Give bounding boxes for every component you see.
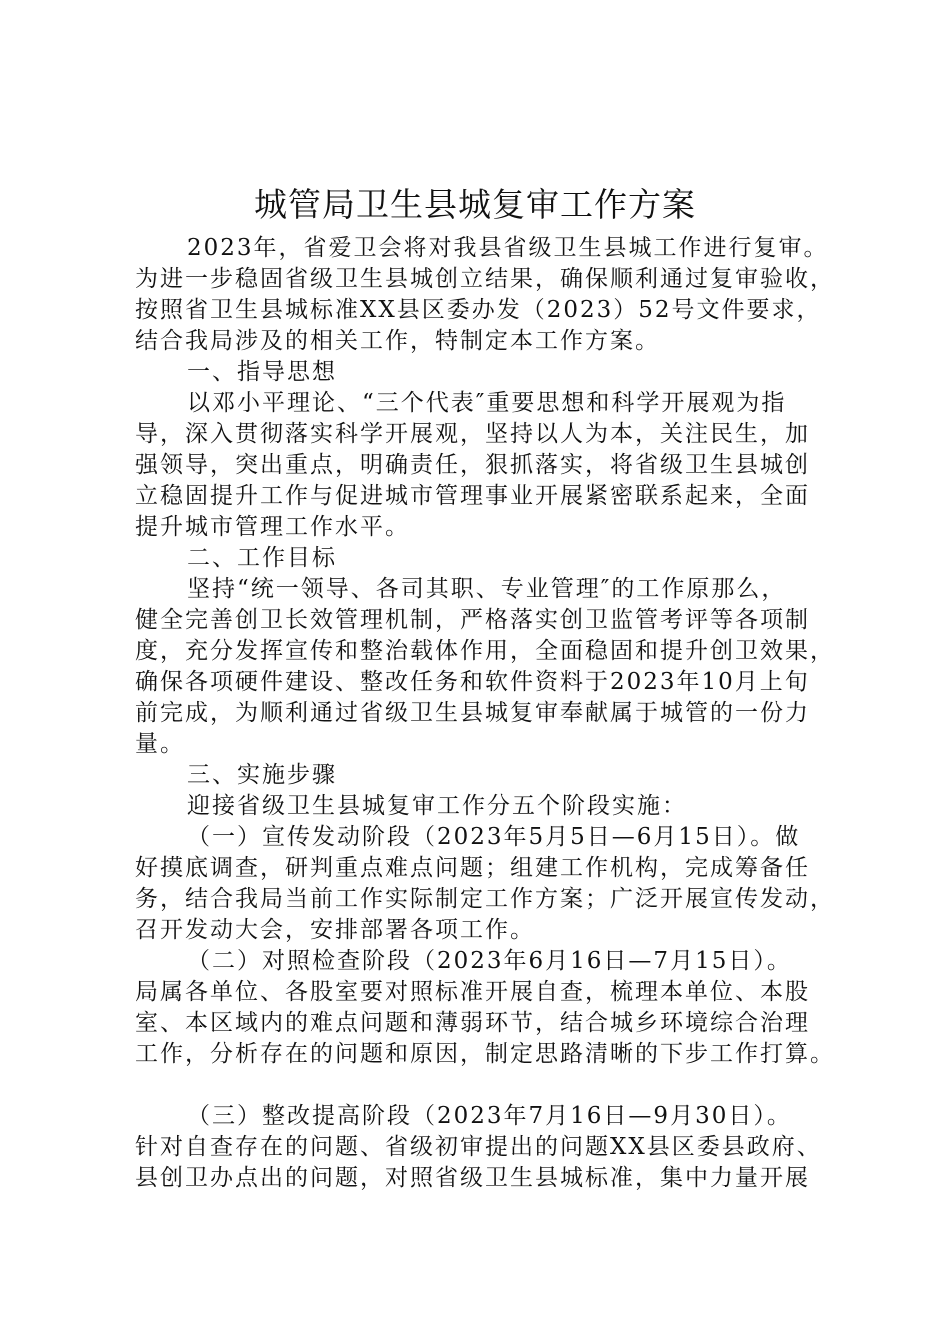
paragraph-intro-line: 按照省卫生县城标准XX县区委办发（2023）52号文件要求， [135, 297, 822, 323]
paragraph-stage-two-line: （二）对照检查阶段（2023年6月16日—7月15日）。 [187, 948, 792, 974]
paragraph-guiding-line: 导，深入贯彻落实科学开展观，坚持以人为本，关注民生，加 [135, 421, 810, 447]
paragraph-stage-three-line: （三）整改提高阶段（2023年7月16日—9月30日）。 [187, 1103, 792, 1129]
paragraph-stage-two-line: 室、本区域内的难点问题和薄弱环节，结合城乡环境综合治理 [135, 1010, 810, 1036]
paragraph-stage-three-line: 县创卫办点出的问题，对照省级卫生县城标准，集中力量开展 [135, 1165, 810, 1191]
section-heading-work-goals: 二、工作目标 [187, 545, 337, 571]
paragraph-guiding-line: 提升城市管理工作水平。 [135, 514, 410, 540]
paragraph-guiding-line: 强领导，突出重点，明确责任，狠抓落实，将省级卫生县城创 [135, 452, 810, 478]
paragraph-intro-line: 结合我局涉及的相关工作，特制定本工作方案。 [135, 328, 660, 354]
paragraph-stage-one-line: 好摸底调查，研判重点难点问题；组建工作机构，完成筹备任 [135, 855, 810, 881]
paragraph-stage-two-line: 局属各单位、各股室要对照标准开展自查，梳理本单位、本股 [135, 979, 810, 1005]
paragraph-goals-line: 量。 [135, 731, 185, 757]
document-body [135, 233, 835, 1194]
paragraph-stage-two-line: 工作，分析存在的问题和原因，制定思路清晰的下步工作打算。 [135, 1041, 835, 1067]
paragraph-guiding-line: 立稳固提升工作与促进城市管理事业开展紧密联系起来，全面 [135, 483, 810, 509]
paragraph-stage-one-line: （一）宣传发动阶段（2023年5月5日—6月15日）。做 [187, 824, 801, 850]
paragraph-stage-one-line: 务，结合我局当前工作实际制定工作方案；广泛开展宣传发动， [135, 886, 835, 912]
section-heading-implementation-steps: 三、实施步骤 [187, 762, 337, 788]
paragraph-intro-line: 为进一步稳固省级卫生县城创立结果，确保顺利通过复审验收， [135, 266, 835, 292]
paragraph-goals-line: 健全完善创卫长效管理机制，严格落实创卫监管考评等各项制 [135, 607, 810, 633]
paragraph-spacer [135, 1070, 835, 1101]
paragraph-goals-line: 坚持“统一领导、各司其职、专业管理″的工作原那么， [187, 576, 787, 602]
paragraph-goals-line: 前完成，为顺利通过省级卫生县城复审奉献属于城管的一份力 [135, 700, 810, 726]
paragraph-goals-line: 确保各项硬件建设、整改任务和软件资料于2023年10月上旬 [135, 669, 810, 695]
paragraph-steps-intro: 迎接省级卫生县城复审工作分五个阶段实施： [187, 793, 687, 819]
paragraph-stage-one-line: 召开发动大会，安排部署各项工作。 [135, 917, 535, 943]
paragraph-stage-three-line: 针对自查存在的问题、省级初审提出的问题XX县区委县政府、 [135, 1134, 822, 1160]
document-title: 城管局卫生县城复审工作方案 [254, 185, 696, 224]
paragraph-guiding-line: 以邓小平理论、“三个代表″重要思想和科学开展观为指 [187, 390, 787, 416]
paragraph-intro-line: 2023年，省爱卫会将对我县省级卫生县城工作进行复审。 [187, 235, 829, 261]
paragraph-goals-line: 度，充分发挥宣传和整治载体作用，全面稳固和提升创卫效果， [135, 638, 835, 664]
section-heading-guiding-ideology: 一、指导思想 [187, 359, 337, 385]
